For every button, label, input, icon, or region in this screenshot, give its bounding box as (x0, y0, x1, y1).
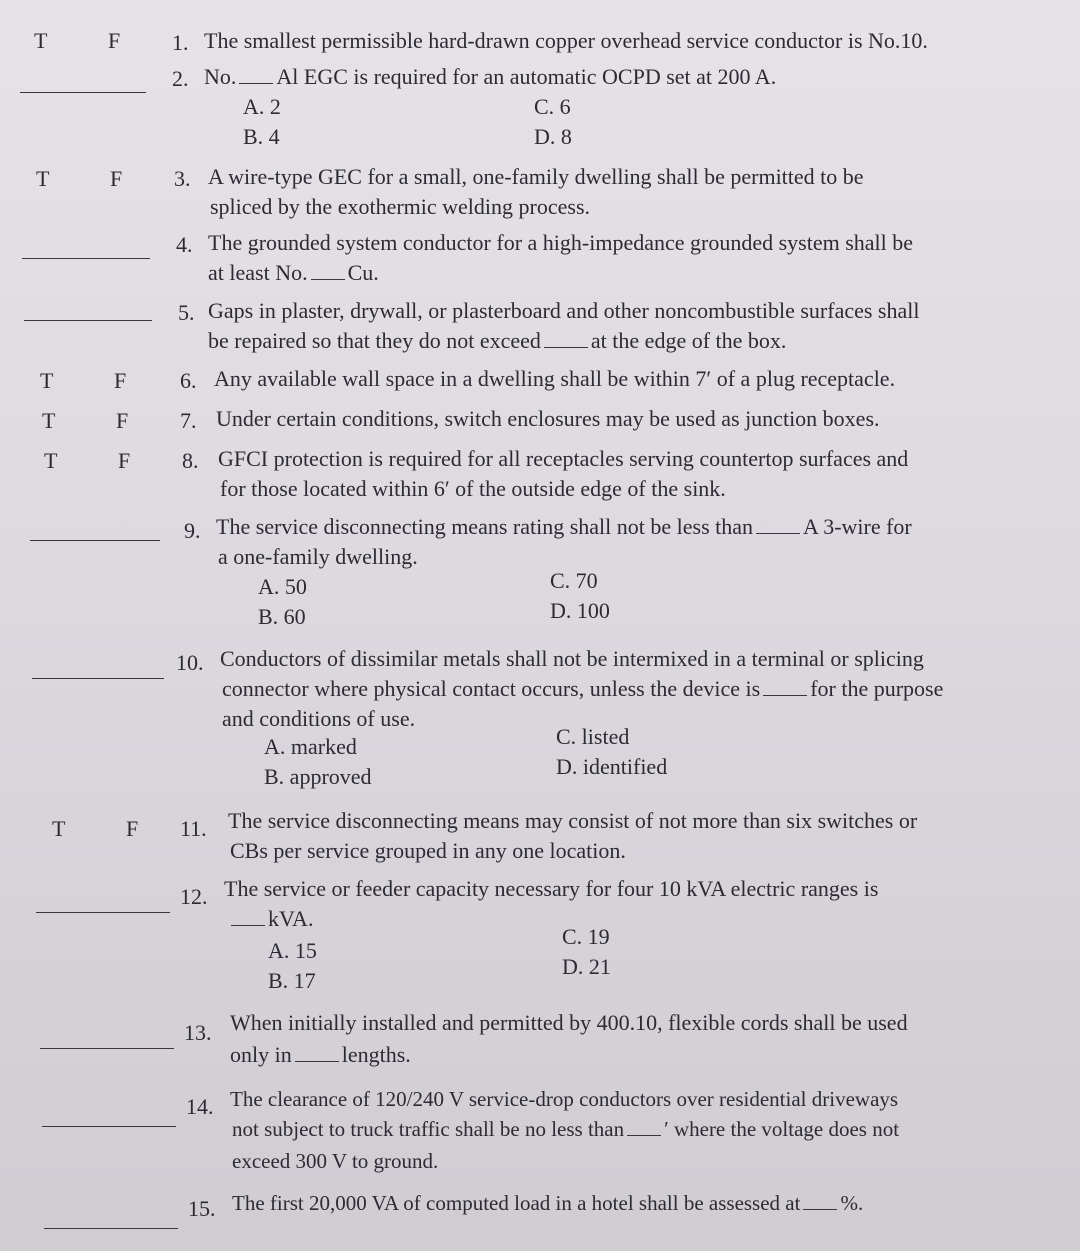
question-text-line2: not subject to truck traffic shall be no less than ′ where the voltage does not (232, 1117, 900, 1141)
true-option[interactable]: T (40, 368, 54, 393)
answer-blank[interactable] (42, 1126, 176, 1127)
question-number: 11. (180, 816, 207, 841)
answer-blank[interactable] (40, 1048, 174, 1049)
option-a: A. marked (264, 734, 357, 759)
question-text: No. Al EGC is required for an automatic OCPD set at 200 A. (204, 64, 777, 89)
option-d: D. 21 (562, 954, 611, 979)
question-text-line3: exceed 300 V to ground. (232, 1149, 439, 1173)
question-text-line1: When initially installed and permitted by 400.10, flexible cords shall be used (230, 1010, 908, 1035)
question-text-line2: at least No. Cu. (208, 260, 379, 285)
true-option[interactable]: T (36, 166, 50, 191)
question-text: Any available wall space in a dwelling shall be within 7′ of a plug receptacle. (214, 366, 896, 391)
option-d: D. 100 (550, 598, 610, 623)
question-text-line2: a one-family dwelling. (218, 544, 418, 569)
question-text-line1: The grounded system conductor for a high-impedance grounded system shall be (208, 230, 914, 255)
answer-blank[interactable] (30, 540, 160, 541)
option-b: B. 17 (268, 968, 316, 993)
question-text-line1: The service disconnecting means may consist of not more than six switches or (228, 808, 918, 833)
question-number: 9. (184, 518, 201, 543)
option-b: B. approved (264, 764, 372, 789)
question-text-line1: The service or feeder capacity necessary for four 10 kVA electric ranges is (224, 876, 879, 901)
answer-blank[interactable] (36, 912, 170, 913)
true-option[interactable]: T (52, 816, 66, 841)
question-number: 5. (178, 300, 195, 325)
option-d: D. 8 (534, 124, 572, 149)
false-option[interactable]: F (110, 166, 123, 191)
question-text-line2: connector where physical contact occurs, unless the device is for the purpose (222, 676, 944, 701)
false-option[interactable]: F (118, 448, 131, 473)
question-number: 10. (176, 650, 204, 675)
question-number: 2. (172, 66, 189, 91)
question-number: 3. (174, 166, 191, 191)
question-number: 12. (180, 884, 208, 909)
false-option[interactable]: F (116, 408, 129, 433)
option-d: D. identified (556, 754, 668, 779)
question-text-line2: for those located within 6′ of the outside edge of the sink. (220, 476, 726, 501)
false-option[interactable]: F (108, 28, 121, 53)
answer-blank[interactable] (20, 92, 146, 93)
question-text-line2: only in lengths. (230, 1042, 411, 1067)
true-option[interactable]: T (42, 408, 56, 433)
question-number: 15. (188, 1196, 216, 1221)
question-number: 7. (180, 408, 197, 433)
option-b: B. 60 (258, 604, 306, 629)
question-text-line1: Gaps in plaster, drywall, or plasterboard and other noncombustible surfaces shall (208, 298, 920, 323)
question-number: 4. (176, 232, 193, 257)
question-number: 13. (184, 1020, 212, 1045)
option-c: C. listed (556, 724, 630, 749)
answer-blank[interactable] (22, 258, 150, 259)
question-text-line1: The clearance of 120/240 V service-drop conductors over residential driveways (230, 1087, 899, 1111)
question-text-line3: and conditions of use. (222, 706, 416, 731)
answer-blank[interactable] (24, 320, 152, 321)
option-c: C. 19 (562, 924, 610, 949)
question-text-line1: GFCI protection is required for all receptacles serving countertop surfaces and (218, 446, 909, 471)
question-text: Under certain conditions, switch enclosures may be used as junction boxes. (216, 406, 880, 431)
question-text-line2: be repaired so that they do not exceed at the edge of the box. (208, 328, 787, 353)
option-c: C. 6 (534, 94, 571, 119)
true-option[interactable]: T (44, 448, 58, 473)
question-number: 6. (180, 368, 197, 393)
option-c: C. 70 (550, 568, 598, 593)
question-number: 14. (186, 1094, 214, 1119)
option-b: B. 4 (243, 124, 280, 149)
option-a: A. 2 (243, 94, 281, 119)
question-text: The smallest permissible hard-drawn copper overhead service conductor is No.10. (204, 28, 928, 53)
answer-blank[interactable] (32, 678, 164, 679)
question-text-line2: kVA. (228, 904, 313, 934)
answer-blank[interactable] (44, 1228, 178, 1229)
option-a: A. 15 (268, 938, 317, 963)
false-option[interactable]: F (114, 368, 127, 393)
question-number: 8. (182, 448, 199, 473)
question-text-line1: Conductors of dissimilar metals shall not be intermixed in a terminal or splicing (220, 646, 924, 671)
false-option[interactable]: F (126, 816, 139, 841)
question-number: 1. (172, 30, 189, 55)
question-text-line2: CBs per service grouped in any one location. (230, 838, 626, 863)
question-text-line1: A wire-type GEC for a small, one-family dwelling shall be permitted to be (208, 164, 864, 189)
question-text: The first 20,000 VA of computed load in a hotel shall be assessed at %. (232, 1191, 864, 1215)
question-text-line2: spliced by the exothermic welding process. (210, 194, 591, 219)
option-a: A. 50 (258, 574, 307, 599)
true-option[interactable]: T (34, 28, 48, 53)
question-text-line1: The service disconnecting means rating shall not be less than A 3-wire for (216, 514, 912, 539)
